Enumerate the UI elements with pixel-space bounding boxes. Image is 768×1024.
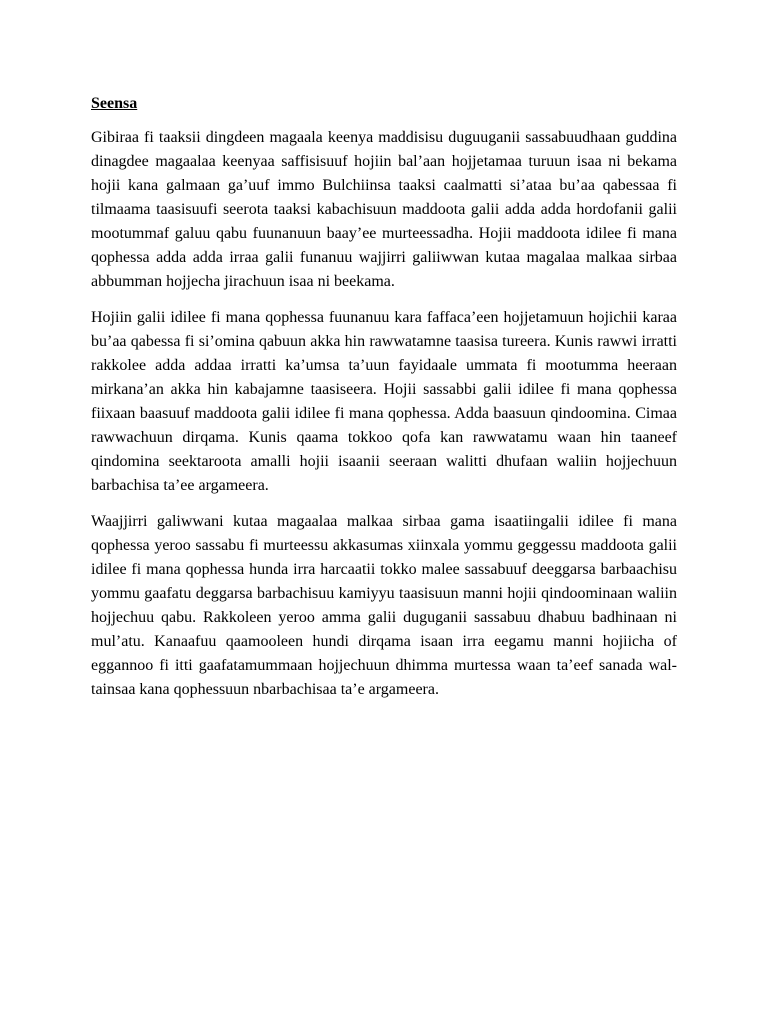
paragraph-2: Hojiin galii idilee fi mana qophessa fuunanuu kara faffaca’een hojjetamuun hojichii karaa bu’aa qabessa fi si’omina qabuun akka hin rawwatamne taasisa tureera. Kunis rawwi irratti rakkolee adda addaa irratti ka’umsa ta’uun fayidaale ummata fi mootumma heeraan mirkana’an akka hin kabajamne taasiseera. Hojii sassabbi galii idilee fi mana qophessa fiixaan baasuuf maddoota galii idilee fi mana qophessa. Adda baasuun qindoomina. Cimaa rawwachuun dirqama. Kunis qaama tokkoo qofa kan rawwatamu waan hin taaneef qindomina seektaroota amalli hojii isaanii seeraan walitti dhufaan waliin hojjechuun barbachisa ta’ee argameera. — [91, 309, 677, 494]
paragraph-3: Waajjirri galiwwani kutaa magaalaa malkaa sirbaa gama isaatiingalii idilee fi mana qophessa yeroo sassabu fi murteessu akkasumas xiinxala yommu geggessu maddoota galii idilee fi mana qophessa hunda irra harcaatii tokko malee sassabuuf deeggarsa barbaachisu yommu gaafatu deggarsa barbachisuu kamiyyu taasisuun manni hojii qindoominaan waliin hojjechuu qabu. Rakkoleen yeroo amma galii duguganii sassabuu dhabuu badhinaan ni mul’atu. Kanaafuu qaamooleen hundi dirqama isaan irra eegamu manni hojiicha of eggannoo fi itti gaafatamummaan hojjechuun dhimma murtessa waan ta’eef sanada wal-tainsaa kana qophessuun nbarbachisaa ta’e argameera. — [91, 513, 677, 698]
section-heading: Seensa — [91, 95, 138, 112]
paragraph-1: Gibiraa fi taaksii dingdeen magaala keenya maddisisu duguuganii sassabuudhaan guddina dinagdee magaalaa keenyaa saffisisuuf hojiin bal’aan hojjetamaa turuun isaa ni bekama hojii kana galmaan ga’uuf immo Bulchiinsa taaksi caalmatti si’ataa bu’aa qabessaa fi tilmaama taasisuufi seerota taaksi kabachisuun maddoota galii adda adda hordofanii galii mootummaf galuu qabu fuunanuun baay’ee murteessadha. Hojii maddoota idilee fi mana qophessa adda adda irraa galii funanuu wajjirri galiiwwan kutaa magalaa malkaa sirbaa abbumman hojjecha jirachuun isaa ni beekama. — [91, 129, 677, 290]
